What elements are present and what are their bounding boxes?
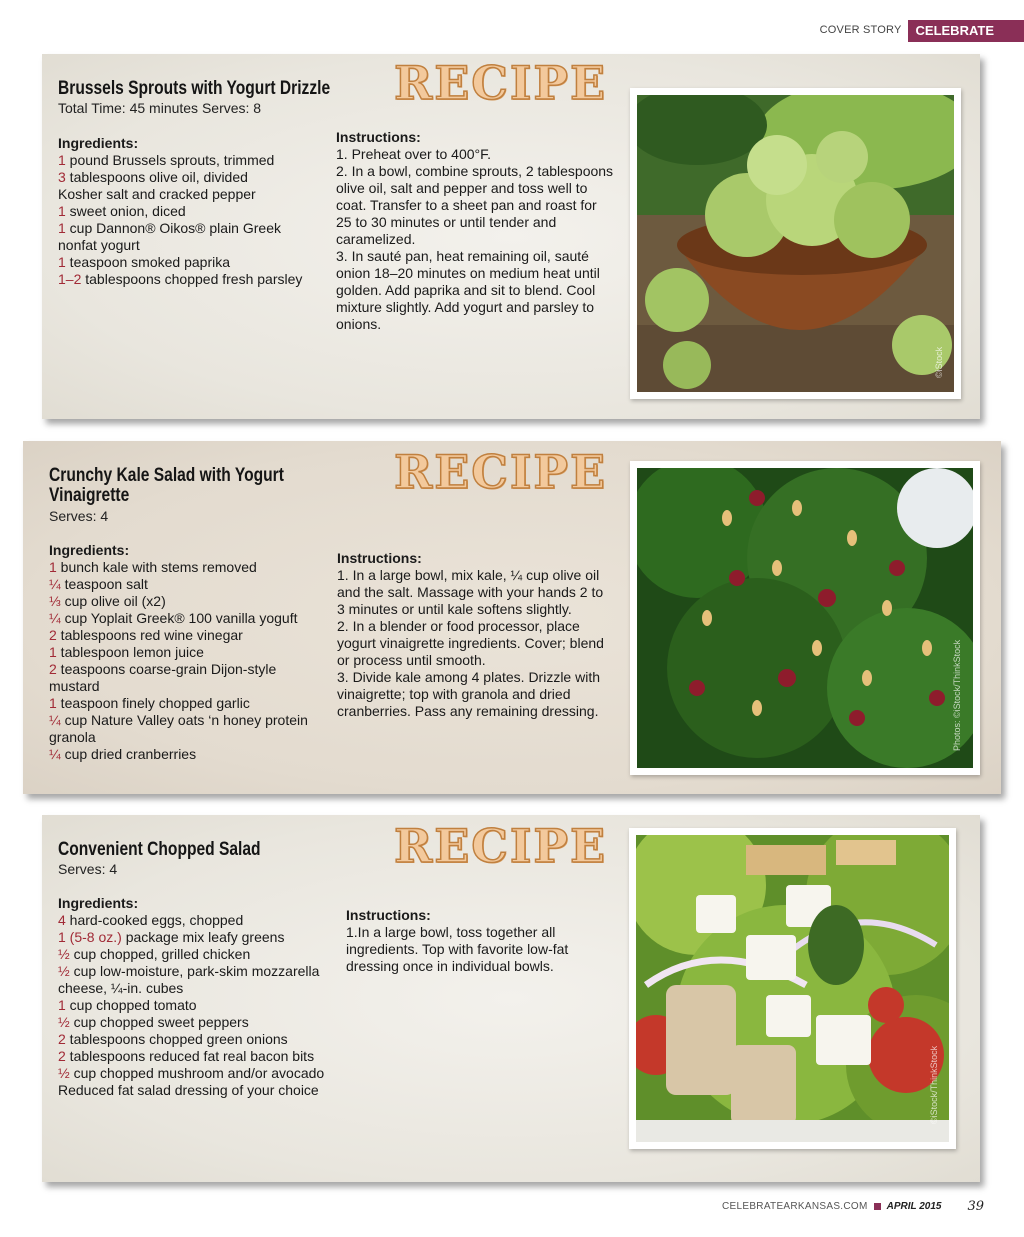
ingredient-quantity: 1 (58, 203, 66, 219)
ingredient-text: cup olive oil (x2) (60, 593, 166, 609)
ingredient-quantity: ¼ (49, 746, 61, 762)
ingredient-text: teaspoons coarse-grain Dijon-style mustard (49, 661, 277, 694)
ingredient-quantity: 3 (58, 169, 66, 185)
ingredient-item (49, 576, 319, 593)
ingredient-text: tablespoon lemon juice (56, 644, 204, 660)
website-url: CELEBRATEARKANSAS.COM (722, 1201, 868, 1212)
ingredients-heading: Ingredients: (49, 542, 130, 558)
ingredients-list (49, 542, 319, 763)
ingredient-text: tablespoons olive oil, divided (65, 169, 248, 185)
ingredient-quantity: ¼ (49, 712, 61, 728)
ingredient-text: Kosher salt and cracked pepper (58, 186, 256, 202)
recipe-stamp: RECIPE (394, 819, 608, 873)
ingredient-text: teaspoon salt (60, 576, 148, 592)
chopped-salad-photo (629, 828, 956, 1149)
ingredient-item (58, 963, 330, 997)
ingredients-list (58, 895, 330, 1099)
page-number: 39 (967, 1199, 984, 1214)
ingredient-quantity: ½ (58, 1065, 70, 1081)
ingredient-quantity: 1 (5-8 oz.) (58, 929, 122, 945)
ingredient-text: cup Dannon® Oikos® plain Greek nonfat yogurt (58, 220, 281, 253)
ingredient-item (58, 1014, 330, 1031)
ingredient-item (58, 254, 320, 271)
ingredient-item (58, 946, 330, 963)
magazine-section-badge: CELEBRATE (908, 20, 1024, 42)
ingredient-text: cup chopped, grilled chicken (69, 946, 251, 962)
footer-square-icon (874, 1203, 881, 1210)
ingredient-text: pound Brussels sprouts, trimmed (65, 152, 275, 168)
instructions-list (336, 129, 614, 333)
instructions-heading: Instructions: (337, 550, 422, 566)
ingredient-quantity: 1 (49, 644, 57, 660)
ingredient-item (49, 593, 319, 610)
ingredients-heading: Ingredients: (58, 135, 139, 151)
ingredient-item (49, 746, 319, 763)
ingredient-item (58, 220, 320, 254)
ingredient-item (49, 644, 319, 661)
ingredient-quantity: 1 (58, 220, 66, 236)
recipe-card-chopped-salad (42, 815, 980, 1182)
ingredient-item (58, 271, 320, 288)
instruction-step: 1. In a large bowl, mix kale, ¼ cup olive oil and the salt. Massage with your hands 2 to 3 minutes or until kale softens slightly. (337, 567, 604, 617)
ingredient-quantity: 1 (58, 254, 66, 270)
ingredient-text: tablespoons reduced fat real bacon bits (65, 1048, 315, 1064)
ingredient-quantity: 1 (58, 152, 66, 168)
ingredient-text: teaspoon smoked paprika (65, 254, 231, 270)
ingredient-item (49, 610, 319, 627)
ingredient-text: cup chopped tomato (65, 997, 197, 1013)
ingredient-item (58, 912, 330, 929)
ingredient-quantity: ½ (58, 1014, 70, 1030)
instructions-heading: Instructions: (336, 129, 421, 145)
ingredient-text: cup Yoplait Greek® 100 vanilla yoguft (60, 610, 298, 626)
ingredient-quantity: 1–2 (58, 271, 82, 287)
ingredient-item (49, 695, 319, 712)
recipe-stamp: RECIPE (394, 445, 608, 499)
page-footer (722, 1199, 984, 1214)
brussels-sprouts-photo (630, 88, 961, 399)
recipe-title: Convenient Chopped Salad (58, 839, 261, 860)
recipe-card-kale-salad (23, 441, 1001, 794)
instruction-step: 1. Preheat over to 400°F. (336, 146, 492, 162)
ingredient-quantity: 1 (49, 695, 57, 711)
recipe-title: Brussels Sprouts with Yogurt Drizzle (58, 78, 331, 99)
ingredient-item (58, 1065, 330, 1082)
ingredient-item (58, 203, 320, 220)
ingredient-item (58, 186, 320, 203)
ingredient-quantity: ¼ (49, 610, 61, 626)
ingredient-item (58, 152, 320, 169)
ingredients-heading: Ingredients: (58, 895, 139, 911)
ingredient-text: tablespoons chopped green onions (65, 1031, 288, 1047)
instruction-step: 1.In a large bowl, toss together all ingredients. Top with favorite low-fat dressing once in individual bowls. (346, 924, 569, 974)
ingredient-item (58, 1082, 330, 1099)
ingredient-text: bunch kale with stems removed (56, 559, 257, 575)
ingredient-item (49, 712, 319, 746)
instructions-list (346, 907, 596, 975)
section-label: COVER STORY (819, 24, 902, 36)
ingredient-item (58, 997, 330, 1014)
ingredient-item (58, 929, 330, 946)
ingredient-item (58, 169, 320, 186)
ingredient-text: cup chopped sweet peppers (69, 1014, 249, 1030)
instruction-step: 3. In sauté pan, heat remaining oil, sauté onion 18–20 minutes on medium heat until golden. Add paprika and sit to blend. Cool mixture slightly. Add yogurt and parsley to onions. (336, 248, 600, 332)
instruction-step: 2. In a bowl, combine sprouts, 2 tablespoons olive oil, salt and pepper and toss well to coat. Transfer to a sheet pan and roast for 25 to 30 minutes or until tender and caramelized. (336, 163, 614, 247)
ingredient-text: tablespoons chopped fresh parsley (81, 271, 303, 287)
ingredient-text: package mix leafy greens (121, 929, 285, 945)
recipe-card-brussels-sprouts (42, 54, 980, 419)
brussels-sprouts-image (637, 95, 954, 392)
ingredient-text: teaspoon finely chopped garlic (56, 695, 250, 711)
photo-credit: ©iStock/ThinkStock (929, 1045, 939, 1124)
ingredients-list (58, 135, 320, 288)
ingredient-quantity: 1 (58, 997, 66, 1013)
ingredient-item (58, 1048, 330, 1065)
ingredient-quantity: 2 (49, 627, 57, 643)
instruction-step: 2. In a blender or food processor, place yogurt vinaigrette ingredients. Cover; blend or process until smooth. (337, 618, 604, 668)
instructions-list (337, 550, 609, 720)
ingredient-text: cup dried cranberries (60, 746, 197, 762)
ingredient-item (49, 661, 319, 695)
ingredient-quantity: ½ (58, 946, 70, 962)
ingredient-quantity: 2 (58, 1031, 66, 1047)
page-header (820, 20, 1024, 42)
ingredient-text: tablespoons red wine vinegar (56, 627, 243, 643)
ingredient-text: Reduced fat salad dressing of your choice (58, 1082, 319, 1098)
ingredient-text: cup chopped mushroom and/or avocado (69, 1065, 325, 1081)
recipe-meta: Serves: 4 (49, 508, 109, 524)
chopped-salad-image (636, 835, 949, 1142)
ingredient-quantity: ½ (58, 963, 70, 979)
recipe-title: Crunchy Kale Salad with Yogurt Vinaigrette (49, 465, 284, 506)
ingredient-text: cup low-moisture, park-skim mozzarella cheese, ¼-in. cubes (58, 963, 320, 996)
instruction-step: 3. Divide kale among 4 plates. Drizzle with vinaigrette; top with granola and dried cranberries. Pass any remaining dressing. (337, 669, 601, 719)
ingredient-quantity: ¼ (49, 576, 61, 592)
recipe-meta: Serves: 4 (58, 861, 118, 877)
ingredient-item (58, 1031, 330, 1048)
issue-date: APRIL 2015 (886, 1201, 942, 1212)
ingredient-text: cup Nature Valley oats ‘n honey protein granola (49, 712, 308, 745)
kale-salad-photo (630, 461, 980, 775)
kale-salad-image (637, 468, 973, 768)
ingredient-item (49, 559, 319, 576)
ingredient-item (49, 627, 319, 644)
ingredient-quantity: 1 (49, 559, 57, 575)
ingredient-quantity: 2 (49, 661, 57, 677)
ingredient-quantity: 2 (58, 1048, 66, 1064)
instructions-heading: Instructions: (346, 907, 431, 923)
ingredient-text: sweet onion, diced (65, 203, 186, 219)
ingredient-text: hard-cooked eggs, chopped (65, 912, 244, 928)
ingredient-quantity: ⅓ (49, 593, 61, 609)
ingredient-quantity: 4 (58, 912, 66, 928)
photo-credit: Photos: ©iStock/ThinkStock (952, 639, 962, 751)
recipe-meta: Total Time: 45 minutes Serves: 8 (58, 100, 262, 116)
recipe-stamp: RECIPE (394, 56, 608, 110)
photo-credit: ©iStock (934, 346, 944, 378)
